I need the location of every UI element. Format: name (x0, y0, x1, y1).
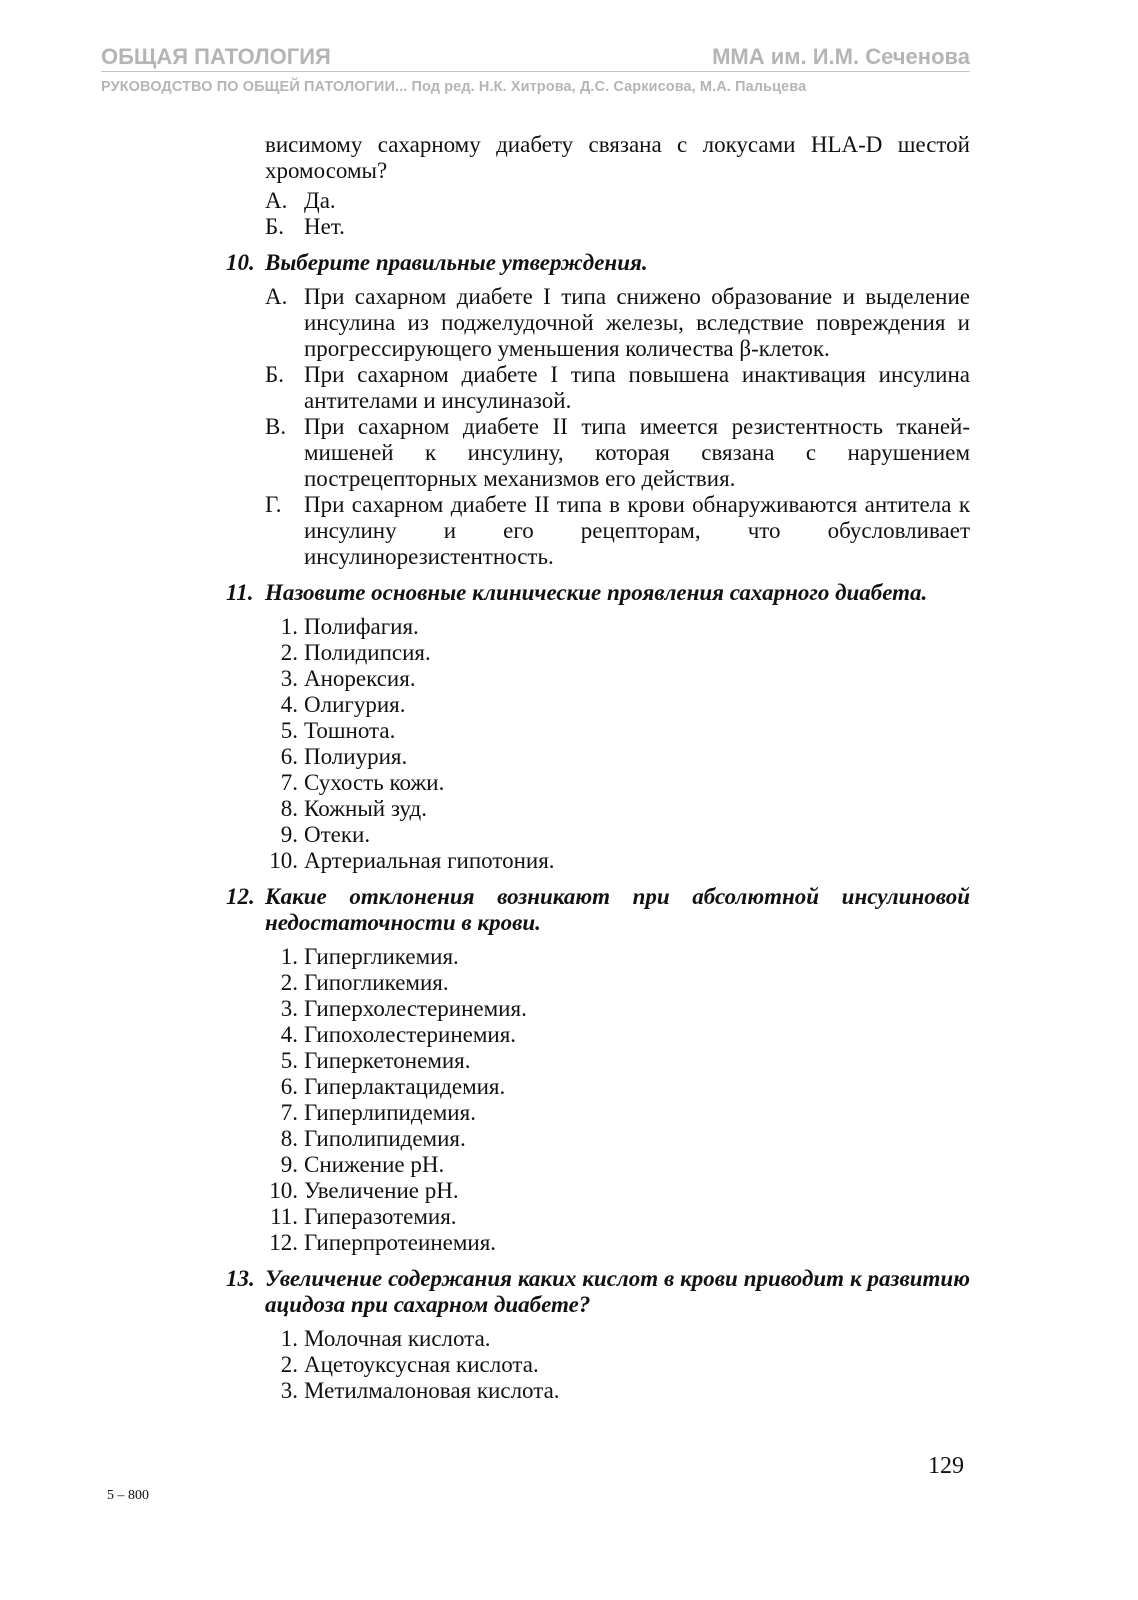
page-content (226, 132, 970, 1404)
item-number: 10. (269, 848, 298, 873)
list-item (265, 1100, 970, 1126)
item-number: 5. (280, 1048, 298, 1073)
option-text: При сахарном диабете I типа снижено образование и выделение инсулина из поджелудочной железы, вследствие повреждения и прогрессирующего уменьшения количества β-клеток. (304, 284, 970, 361)
item-text: Гиперазотемия. (304, 1204, 457, 1229)
item-number: 5. (280, 718, 298, 743)
question-11 (226, 580, 970, 606)
list-item (265, 796, 970, 822)
item-number: 9. (280, 822, 298, 847)
item-text: Сухость кожи. (304, 770, 445, 795)
signature-mark: 5 – 800 (107, 1488, 149, 1503)
item-text: Гиперпротеинемия. (304, 1230, 497, 1255)
question-12-items (226, 944, 970, 1256)
option (265, 284, 970, 362)
item-text: Гиполипидемия. (304, 1126, 466, 1151)
item-number: 8. (280, 1126, 298, 1151)
question-10-options (226, 284, 970, 570)
item-number: 2. (280, 640, 298, 665)
list-item (265, 614, 970, 640)
item-text: Гиперлактацидемия. (304, 1074, 506, 1099)
item-text: Гипогликемия. (304, 970, 449, 995)
question-number: 10. (226, 250, 255, 275)
item-number: 2. (280, 1352, 298, 1377)
item-text: Анорексия. (304, 666, 416, 691)
item-number: 3. (280, 1378, 298, 1403)
list-item (265, 822, 970, 848)
option-letter: Б. (265, 214, 284, 239)
item-text: Артериальная гипотония. (304, 848, 555, 873)
list-item (265, 770, 970, 796)
list-item (265, 1326, 970, 1352)
item-text: Гипохолестеринемия. (304, 1022, 517, 1047)
list-item (265, 1178, 970, 1204)
option (265, 492, 970, 570)
item-text: Гиперхолестеринемия. (304, 996, 527, 1021)
item-text: Полифагия. (304, 614, 419, 639)
question-number: 12. (226, 884, 255, 909)
item-text: Молочная кислота. (304, 1326, 491, 1351)
item-number: 6. (280, 744, 298, 769)
item-number: 7. (280, 770, 298, 795)
item-text: Отеки. (304, 822, 371, 847)
item-text: Тошнота. (304, 718, 396, 743)
list-item (265, 1230, 970, 1256)
question-13 (226, 1266, 970, 1318)
item-text: Олигурия. (304, 692, 406, 717)
item-number: 1. (280, 1326, 298, 1351)
option-text: При сахарном диабете II типа в крови обнаруживаются антитела к инсулину и его рецепторам, что обусловливает инсулинорезистентность. (304, 492, 970, 569)
item-number: 8. (280, 796, 298, 821)
item-number: 4. (280, 1022, 298, 1047)
item-number: 1. (280, 944, 298, 969)
option-letter: А. (265, 188, 288, 213)
option-text: Да. (304, 188, 336, 213)
intro-options (226, 188, 970, 240)
list-item (265, 1152, 970, 1178)
item-number: 6. (280, 1074, 298, 1099)
option (265, 414, 970, 492)
item-number: 1. (280, 614, 298, 639)
question-number: 11. (226, 580, 254, 605)
item-number: 2. (280, 970, 298, 995)
option (265, 362, 970, 414)
list-item (265, 1074, 970, 1100)
list-item (265, 666, 970, 692)
option (265, 214, 970, 240)
header-divider (101, 71, 970, 72)
page-number: 129 (928, 1453, 964, 1479)
question-12 (226, 884, 970, 936)
option-letter: В. (265, 414, 287, 439)
item-text: Метилмалоновая кислота. (304, 1378, 560, 1403)
item-number: 3. (280, 666, 298, 691)
list-item (265, 996, 970, 1022)
question-text: Увеличение содержания каких кислот в крови приводит к развитию ацидоза при сахарном диабете? (265, 1266, 970, 1317)
item-number: 4. (280, 692, 298, 717)
item-text: Полидипсия. (304, 640, 431, 665)
option-text: При сахарном диабете I типа повышена инактивация инсулина антителами и инсулиназой. (304, 362, 970, 413)
running-header-institution: ММА им. И.М. Сеченова (712, 44, 970, 69)
question-13-items (226, 1326, 970, 1404)
list-item (265, 1352, 970, 1378)
item-text: Кожный зуд. (304, 796, 427, 821)
option-text: При сахарном диабете II типа имеется резистентность тканей-мишеней к инсулину, которая связана с нарушением пострецепторных механизмов его действия. (304, 414, 970, 491)
list-item (265, 718, 970, 744)
item-number: 3. (280, 996, 298, 1021)
option-text: Нет. (304, 214, 345, 239)
item-text: Увеличение pH. (304, 1178, 459, 1203)
item-text: Гипергликемия. (304, 944, 459, 969)
option-letter: Б. (265, 362, 284, 387)
list-item (265, 640, 970, 666)
question-10 (226, 250, 970, 276)
list-item (265, 970, 970, 996)
question-number: 13. (226, 1266, 255, 1291)
list-item (265, 692, 970, 718)
option (265, 188, 970, 214)
option-letter: Г. (265, 492, 282, 517)
item-text: Полиурия. (304, 744, 408, 769)
item-number: 12. (269, 1230, 298, 1255)
item-number: 11. (270, 1204, 298, 1229)
running-header-title: ОБЩАЯ ПАТОЛОГИЯ (101, 44, 331, 69)
list-item (265, 944, 970, 970)
item-number: 10. (269, 1178, 298, 1203)
item-text: Гиперлипидемия. (304, 1100, 476, 1125)
item-text: Снижение pH. (304, 1152, 445, 1177)
question-text: Выберите правильные утверждения. (265, 250, 648, 275)
list-item (265, 744, 970, 770)
running-header-subtitle: РУКОВОДСТВО ПО ОБЩЕЙ ПАТОЛОГИИ... Под ред. Н.К. Хитрова, Д.С. Саркисова, М.А. Пальцева (101, 79, 807, 95)
list-item (265, 1022, 970, 1048)
list-item (265, 1048, 970, 1074)
list-item (265, 1126, 970, 1152)
intro-question-continuation: висимому сахарному диабету связана с локусами HLA-D шестой хромосомы? (265, 132, 970, 183)
list-item (265, 848, 970, 874)
question-text: Назовите основные клинические проявления сахарного диабета. (265, 580, 928, 605)
option-letter: А. (265, 284, 288, 309)
item-number: 7. (280, 1100, 298, 1125)
list-item (265, 1378, 970, 1404)
question-11-items (226, 614, 970, 874)
item-text: Ацетоуксусная кислота. (304, 1352, 539, 1377)
item-text: Гиперкетонемия. (304, 1048, 471, 1073)
list-item (265, 1204, 970, 1230)
item-number: 9. (280, 1152, 298, 1177)
question-text: Какие отклонения возникают при абсолютной инсулиновой недостаточности в крови. (265, 884, 970, 935)
